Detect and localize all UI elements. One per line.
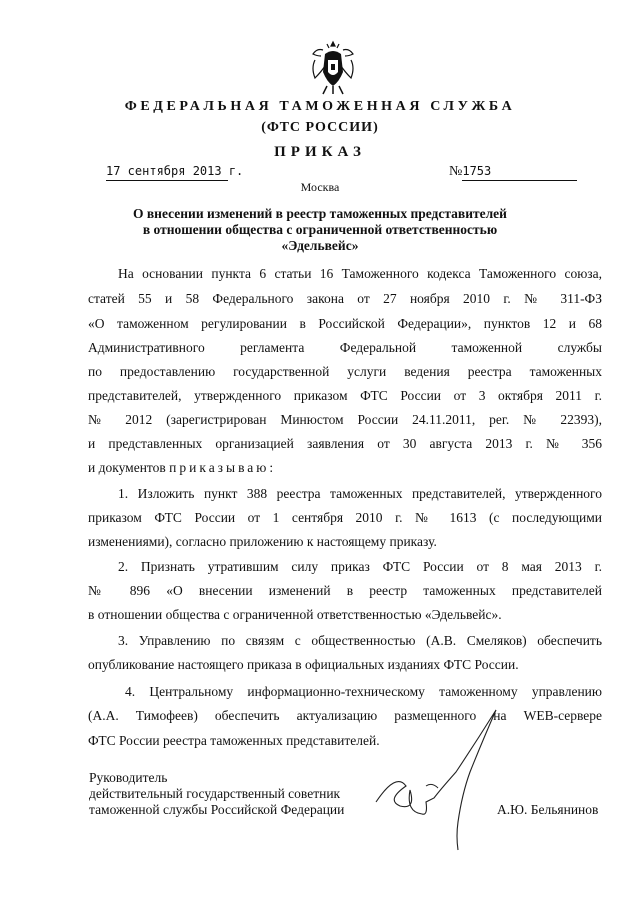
- signatory-position: [89, 770, 344, 818]
- item1-line: 1. Изложить пункт 388 реестра таможенных представителей, утвержденного: [118, 486, 602, 501]
- handwritten-signature: [366, 702, 506, 852]
- preamble-last-line: [88, 460, 276, 476]
- item1-line: приказом ФТС России от 1 сентября 2010 г. № 1613 (с последующими: [88, 510, 602, 525]
- signatory-line: таможенной службы Российской Федерации: [89, 802, 345, 817]
- item2-line: в отношении общества с ограниченной ответственностью «Эдельвейс».: [88, 607, 502, 622]
- order-number-value: 1753: [462, 162, 577, 181]
- agency-name: ФЕДЕРАЛЬНАЯ ТАМОЖЕННАЯ СЛУЖБА: [124, 99, 516, 114]
- title-line: «Эдельвейс»: [281, 238, 359, 253]
- order-word: приказываю:: [169, 460, 277, 475]
- order-number: [449, 162, 577, 181]
- preamble-line: представителей, утвержденного приказом ФТС России от 3 октября 2011 г.: [88, 388, 602, 403]
- preamble-line: статей 55 и 58 Федерального закона от 27 ноября 2010 г. № 311-ФЗ: [88, 291, 602, 306]
- item1-line: изменениями), согласно приложению к настоящему приказу.: [88, 534, 437, 549]
- item2-line: 2. Признать утратившим силу приказ ФТС России от 8 мая 2013 г.: [118, 559, 602, 574]
- item3-line: 3. Управлению по связям с общественностью (А.В. Смеляков) обеспечить: [118, 633, 602, 648]
- title-line: в отношении общества с ограниченной ответственностью: [142, 222, 498, 237]
- signatory-name: А.Ю. Бельянинов: [497, 802, 599, 817]
- preamble-line: Административного регламента Федеральной таможенной службы: [88, 340, 602, 355]
- order-date: 17 сентября 2013 г.: [106, 162, 228, 181]
- agency-short-name: (ФТС РОССИИ): [261, 120, 379, 135]
- preamble-line: по предоставлению государственной услуги ведения реестра таможенных: [88, 364, 602, 379]
- item4-line: (А.А. Тимофеев) обеспечить актуализацию размещенного на WEB-сервере: [88, 708, 602, 723]
- coat-of-arms-emblem: [309, 38, 357, 96]
- signatory-line: действительный государственный советник: [89, 786, 341, 801]
- title-line: О внесении изменений в реестр таможенных представителей: [133, 206, 507, 221]
- preamble-line: На основании пункта 6 статьи 16 Таможенного кодекса Таможенного союза,: [118, 266, 602, 281]
- item2-line: № 896 «О внесении изменений в реестр таможенных представителей: [88, 583, 602, 598]
- preamble-last-text: и документов: [88, 460, 166, 475]
- signatory-line: Руководитель: [89, 770, 168, 785]
- preamble-line: и представленных организацией заявления от 30 августа 2013 г. № 356: [88, 436, 602, 451]
- item4-line: ФТС России реестра таможенных представителей.: [88, 733, 380, 748]
- preamble-line: «О таможенном регулировании в Российской Федерации», пунктов 12 и 68: [88, 316, 602, 331]
- document-title: [80, 206, 560, 254]
- item4-line: 4. Центральному информационно-техническому таможенному управлению: [125, 684, 602, 699]
- city: Москва: [300, 180, 340, 194]
- document-type: ПРИКАЗ: [274, 144, 366, 160]
- item3-line: опубликование настоящего приказа в официальных изданиях ФТС России.: [88, 657, 519, 672]
- number-sign: №: [449, 164, 463, 179]
- preamble-line: № 2012 (зарегистрирован Минюстом России 24.11.2011, рег. № 22393),: [88, 412, 602, 427]
